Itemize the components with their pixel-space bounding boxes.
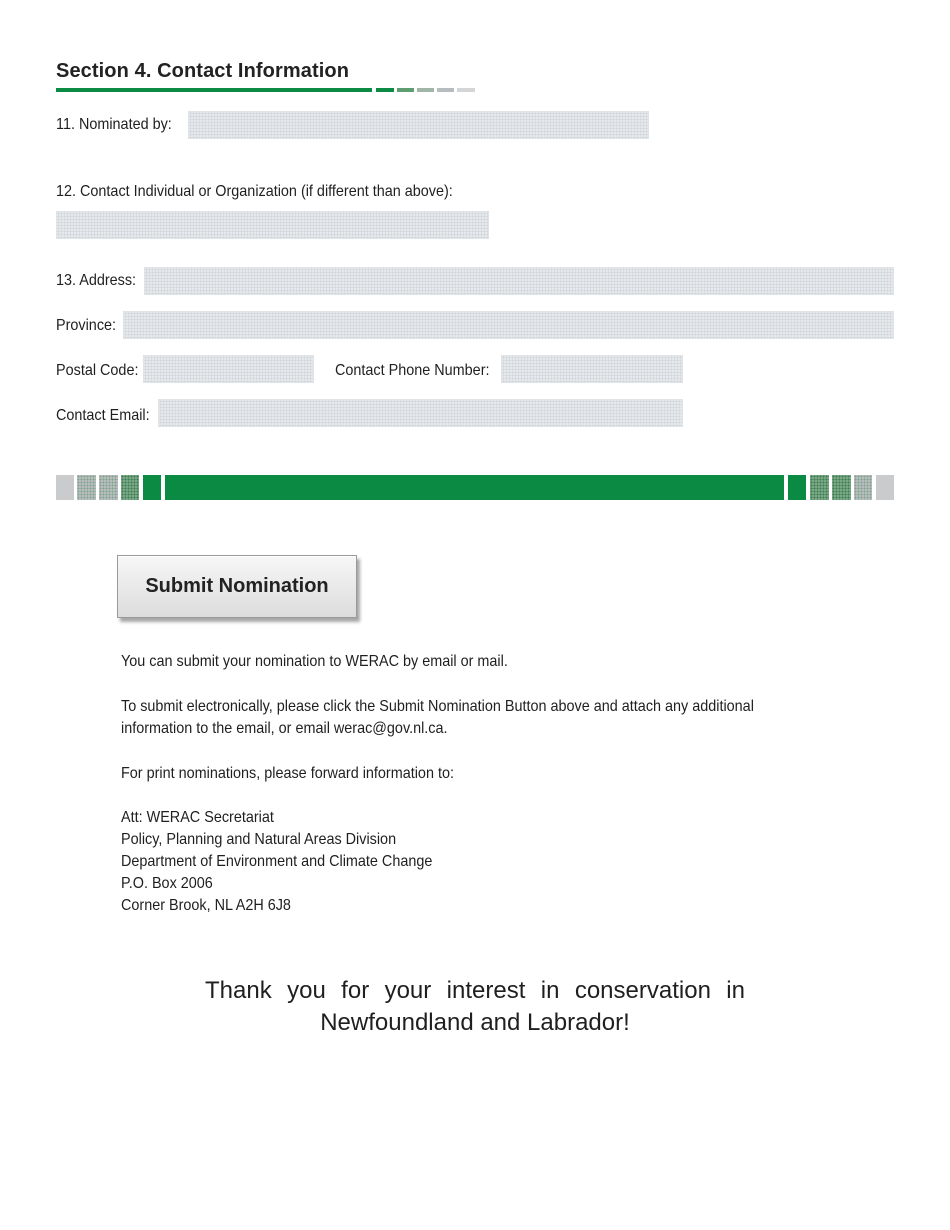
divider-square [810, 475, 829, 500]
section-divider-bar [56, 475, 894, 500]
underline-segment [397, 88, 414, 92]
electronic-submission-line: information to the email, or email werac@gov.nl.ca. [121, 720, 448, 737]
address-input[interactable] [144, 267, 894, 295]
underline-segment [56, 88, 372, 92]
email-label: Contact Email: [56, 407, 150, 424]
section-title: Section 4. Contact Information [56, 60, 350, 82]
contact-org-input[interactable] [56, 211, 489, 239]
divider-square [854, 475, 872, 500]
divider-square [121, 475, 139, 500]
province-label: Province: [56, 317, 117, 334]
divider-square [77, 475, 96, 500]
divider-square [876, 475, 894, 500]
submit-nomination-button[interactable]: Submit Nomination [117, 555, 357, 618]
postal-code-input[interactable] [143, 355, 314, 383]
province-input[interactable] [123, 311, 894, 339]
closing-line-1: Thank you for your interest in conservation in [205, 977, 745, 1004]
underline-segment [437, 88, 454, 92]
divider-square [143, 475, 161, 500]
underline-segment [457, 88, 475, 92]
closing-message [205, 975, 745, 1039]
address-line: Att: WERAC Secretariat [121, 809, 274, 826]
address-line: Policy, Planning and Natural Areas Division [121, 831, 397, 848]
phone-label: Contact Phone Number: [335, 362, 490, 379]
underline-segment [417, 88, 434, 92]
email-input[interactable] [158, 399, 683, 427]
phone-input[interactable] [501, 355, 683, 383]
nominated-by-input[interactable] [188, 111, 649, 139]
address-line: Department of Environment and Climate Change [121, 853, 433, 870]
nominated-by-label: 11. Nominated by: [56, 116, 172, 133]
address-line: P.O. Box 2006 [121, 875, 213, 892]
divider-square [56, 475, 74, 500]
postal-code-label: Postal Code: [56, 362, 139, 379]
electronic-submission-text [121, 696, 754, 740]
divider-square [832, 475, 851, 500]
divider-square [788, 475, 806, 500]
contact-org-label: 12. Contact Individual or Organization (if different than above): [56, 183, 453, 200]
divider-main-bar [165, 475, 784, 500]
underline-segment [376, 88, 394, 92]
submission-intro-text: You can submit your nomination to WERAC by email or mail. [121, 653, 508, 670]
print-submission-text: For print nominations, please forward information to: [121, 765, 454, 782]
address-line: Corner Brook, NL A2H 6J8 [121, 897, 291, 914]
electronic-submission-line: To submit electronically, please click the Submit Nomination Button above and attach any additional [121, 698, 754, 715]
closing-line-2: Newfoundland and Labrador! [320, 1009, 630, 1036]
address-label: 13. Address: [56, 272, 137, 289]
divider-square [99, 475, 118, 500]
mailing-address [121, 807, 432, 917]
